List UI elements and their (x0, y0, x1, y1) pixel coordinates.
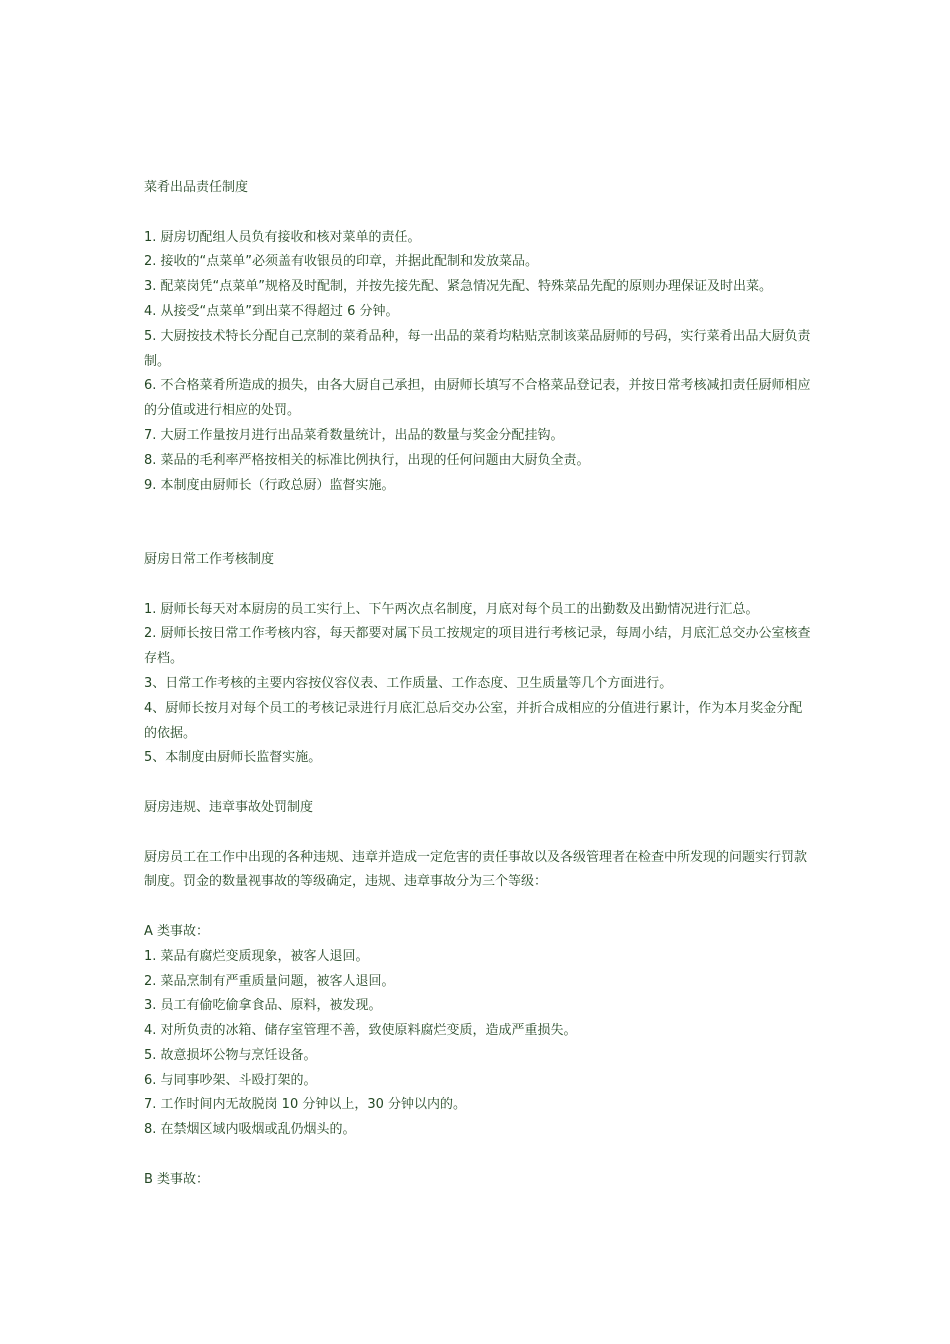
list-item: 8. 菜品的毛利率严格按相关的标准比例执行，出现的任何问题由大厨负全责。 (144, 452, 590, 468)
list-item: 1. 厨师长每天对本厨房的员工实行上、下午两次点名制度，月底对每个员工的出勤数及出勤情况进行汇总。 (144, 601, 759, 617)
list-item: 2. 菜品烹制有严重质量问题，被客人退回。 (144, 973, 395, 989)
section-title-dish-responsibility: 菜肴出品责任制度 (144, 180, 249, 195)
spacer (144, 821, 814, 846)
list-item: 4. 从接受“点菜单”到出菜不得超过 6 分钟。 (144, 303, 399, 319)
class-b-title: B 类事故： (144, 1171, 210, 1187)
list-item: 1. 厨房切配组人员负有接收和核对菜单的责任。 (144, 229, 421, 245)
list-item: 9. 本制度由厨师长（行政总厨）监督实施。 (144, 477, 395, 493)
spacer (144, 1143, 814, 1168)
section-title-violation-penalty: 厨房违规、违章事故处罚制度 (144, 799, 314, 815)
list-item: 8. 在禁烟区域内吸烟或乱仍烟头的。 (144, 1122, 356, 1138)
list-item: 4、厨师长按月对每个员工的考核记录进行月底汇总后交办公室，并折合成相应的分值进行累计，作为本月奖金分配的依据。 (144, 700, 803, 741)
list-item: 3. 配菜岗凭“点菜单”规格及时配制，并按先接先配、紧急情况先配、特殊菜品先配的原则办理保证及时出菜。 (144, 279, 773, 295)
list-item: 2. 厨师长按日常工作考核内容，每天都要对属下员工按规定的项目进行考核记录，每周小结，月底汇总交办公室核查存档。 (144, 626, 811, 667)
list-item: 4. 对所负责的冰箱、储存室管理不善，致使原料腐烂变质，造成严重损失。 (144, 1023, 577, 1039)
list-item: 7. 工作时间内无故脱岗 10 分钟以上，30 分钟以内的。 (144, 1097, 467, 1113)
section-intro: 厨房员工在工作中出现的各种违规、违章并造成一定危害的责任事故以及各级管理者在检查中所发现的问题实行罚款制度。罚金的数量视事故的等级确定，违规、违章事故分为三个等级： (144, 849, 808, 890)
list-item: 5. 故意损坏公物与烹饪设备。 (144, 1047, 317, 1063)
section-title-daily-assessment: 厨房日常工作考核制度 (144, 551, 275, 567)
list-item: 5、本制度由厨师长监督实施。 (144, 750, 322, 766)
list-item: 2. 接收的“点菜单”必须盖有收银员的印章，并据此配制和发放菜品。 (144, 254, 539, 270)
spacer (144, 498, 814, 548)
spacer (144, 895, 814, 920)
list-item: 3、日常工作考核的主要内容按仪容仪表、工作质量、工作态度、卫生质量等几个方面进行。 (144, 675, 673, 691)
list-item: 7. 大厨工作量按月进行出品菜肴数量统计，出品的数量与奖金分配挂钩。 (144, 427, 564, 443)
spacer (144, 573, 814, 598)
list-item: 6. 与同事吵架、斗殴打架的。 (144, 1072, 317, 1088)
list-item: 3. 员工有偷吃偷拿食品、原料，被发现。 (144, 998, 382, 1014)
spacer (144, 201, 814, 226)
document-body (144, 176, 814, 1193)
list-item: 5. 大厨按技术特长分配自己烹制的菜肴品种，每一出品的菜肴均粘贴烹制该菜品厨师的号码，实行菜肴出品大厨负责制。 (144, 328, 811, 369)
list-item: 6. 不合格菜肴所造成的损失，由各大厨自己承担，由厨师长填写不合格菜品登记表，并按日常考核减扣责任厨师相应的分值或进行相应的处罚。 (144, 378, 811, 419)
class-a-title: A 类事故： (144, 923, 210, 939)
spacer (144, 771, 814, 796)
list-item: 1. 菜品有腐烂变质现象，被客人退回。 (144, 948, 369, 964)
